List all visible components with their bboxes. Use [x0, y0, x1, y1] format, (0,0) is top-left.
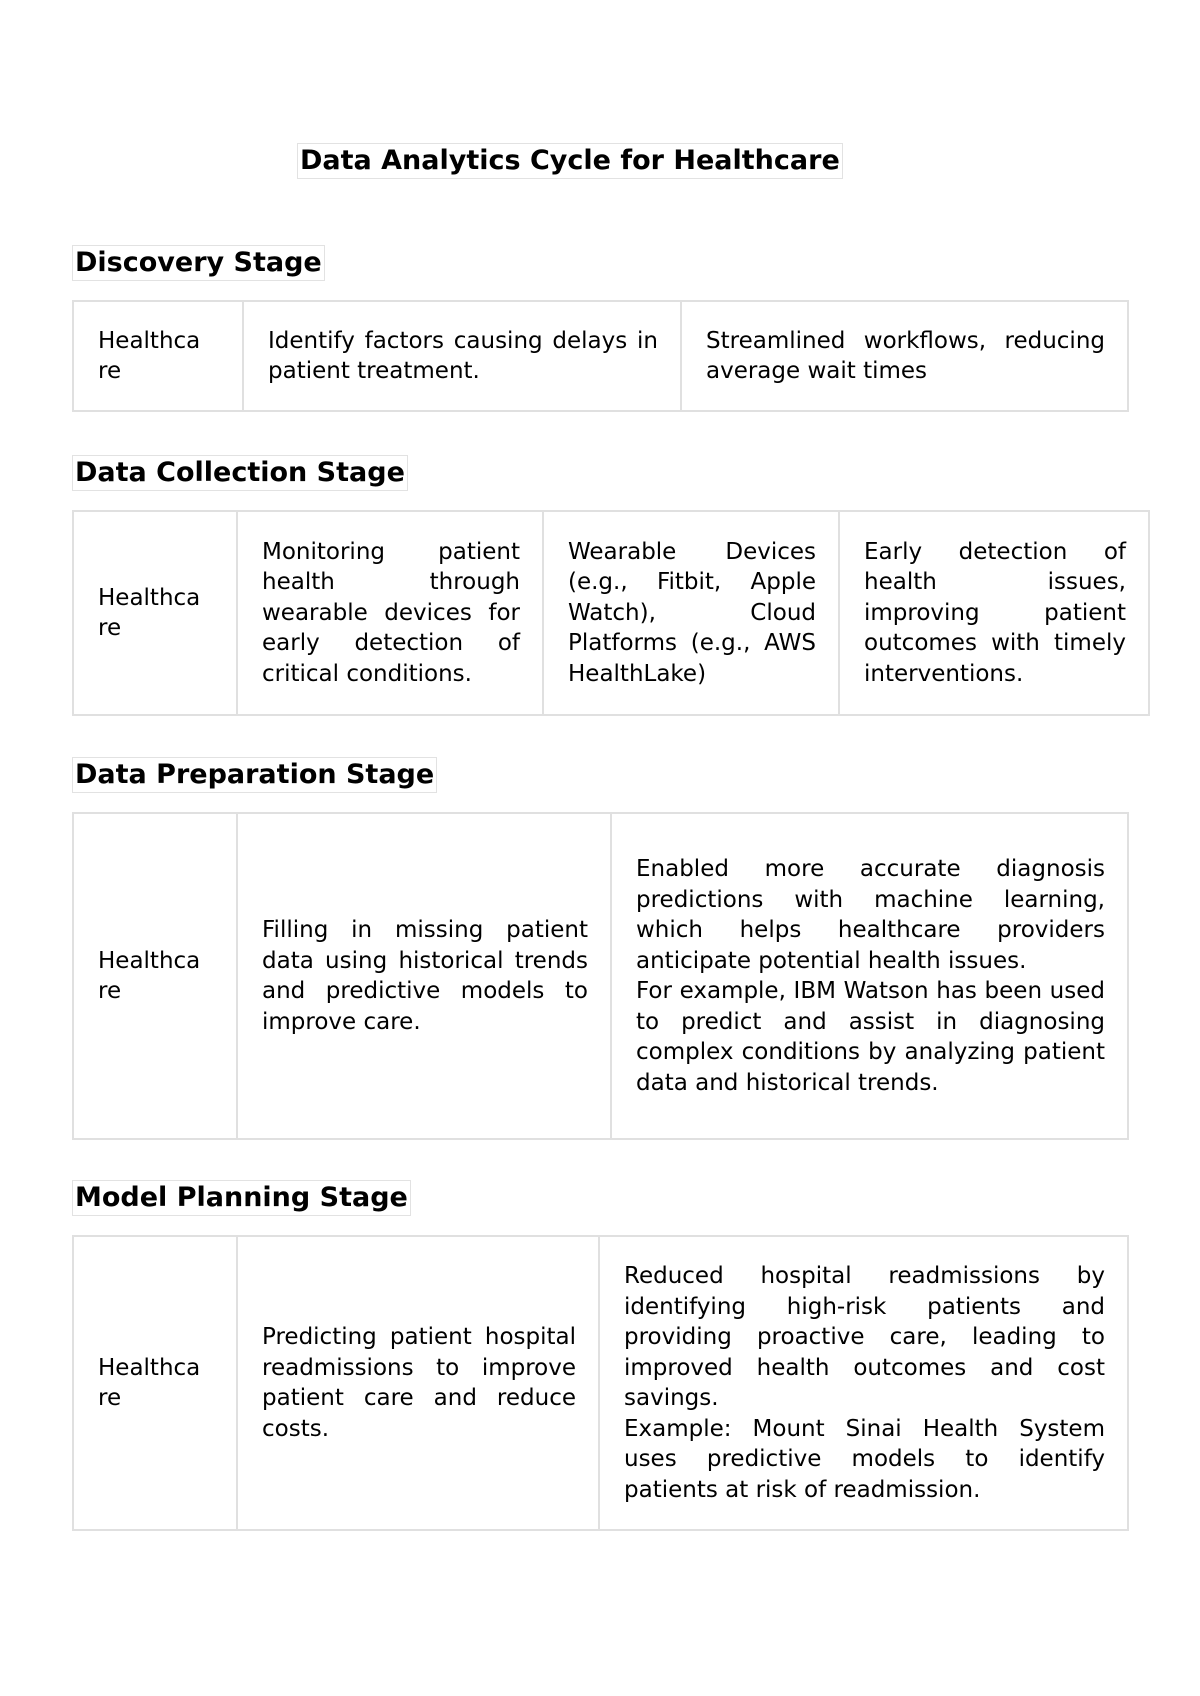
outcome-paragraph-1: Reduced hospital readmissions by identifying high-risk patients and providing proactive care, leading to improved health outcomes and cost savings.	[624, 1263, 1105, 1411]
data-preparation-table	[72, 812, 1129, 1140]
outcome-cell	[611, 813, 1128, 1139]
objective-cell	[237, 1236, 599, 1530]
objective-text: Monitoring patient health through wearable devices for early detection of critical conditions.	[262, 538, 520, 687]
discovery-table	[72, 300, 1129, 412]
stage-heading-data-preparation: Data Preparation Stage	[72, 757, 437, 793]
industry-cell	[73, 511, 237, 715]
outcome-text: Streamlined workflows, reducing average wait times	[706, 327, 1105, 384]
data-collection-table	[72, 510, 1150, 716]
industry-text: Healthcare	[98, 327, 201, 384]
table-row	[73, 813, 1128, 1139]
stage-heading-model-planning: Model Planning Stage	[72, 1180, 411, 1216]
outcome-paragraph-2: For example, IBM Watson has been used to predict and assist in diagnosing complex conditions by analyzing patient data and historical trends.	[636, 978, 1105, 1096]
objective-cell	[237, 511, 543, 715]
industry-cell	[73, 813, 237, 1139]
outcome-cell	[681, 301, 1128, 411]
table-row	[73, 301, 1128, 411]
stage-heading-data-collection: Data Collection Stage	[72, 455, 408, 491]
objective-text: Identify factors causing delays in patient treatment.	[268, 327, 658, 384]
table-row	[73, 1236, 1128, 1530]
outcome-cell	[599, 1236, 1128, 1530]
table-row	[73, 511, 1149, 715]
outcome-paragraph-1: Enabled more accurate diagnosis predictions with machine learning, which helps healthcare providers anticipate potential health issues.	[636, 856, 1105, 974]
page-title: Data Analytics Cycle for Healthcare	[297, 143, 843, 179]
industry-text: Healthcare	[98, 1354, 201, 1411]
tools-cell	[543, 511, 839, 715]
outcome-paragraph-2: Example: Mount Sinai Health System uses predictive models to identify patients at risk of readmission.	[624, 1415, 1105, 1503]
objective-text: Predicting patient hospital readmissions to improve patient care and reduce costs.	[262, 1324, 576, 1442]
objective-cell	[237, 813, 611, 1139]
model-planning-table	[72, 1235, 1129, 1531]
tools-text: Wearable Devices (e.g., Fitbit, Apple Watch), Cloud Platforms (e.g., AWS HealthLake)	[568, 538, 816, 687]
outcome-text: Early detection of health issues, improving patient outcomes with timely interventions.	[864, 538, 1126, 687]
outcome-cell	[839, 511, 1149, 715]
industry-text: Healthcare	[98, 584, 201, 641]
stage-heading-discovery: Discovery Stage	[72, 245, 325, 281]
industry-cell	[73, 301, 243, 411]
industry-cell	[73, 1236, 237, 1530]
objective-cell	[243, 301, 681, 411]
industry-text: Healthcare	[98, 947, 201, 1004]
objective-text: Filling in missing patient data using historical trends and predictive models to improve care.	[262, 917, 588, 1035]
